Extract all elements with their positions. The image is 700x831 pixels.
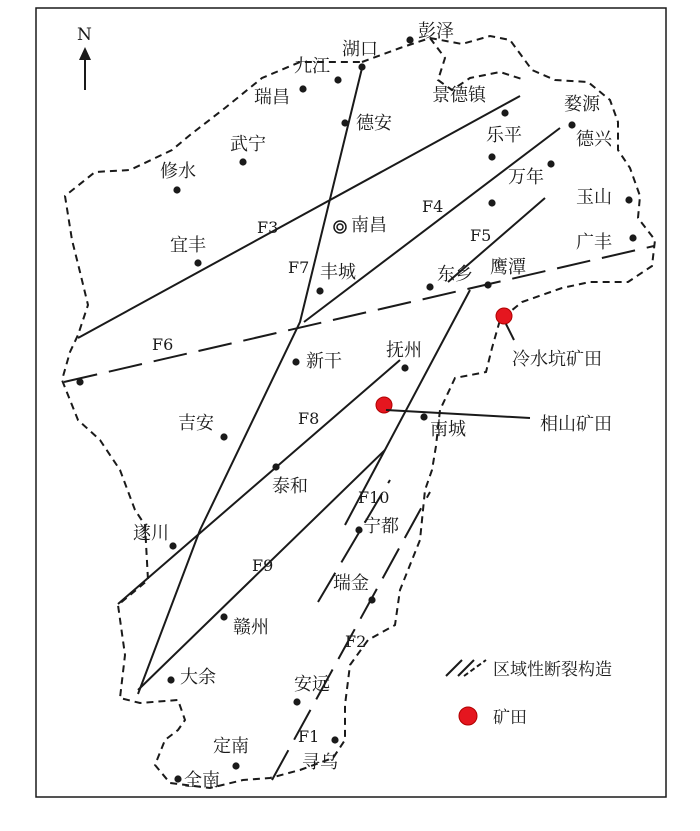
city-label-guangfeng: 广丰 (576, 232, 612, 253)
city-dot-xunwu (331, 736, 338, 743)
lake-inlet (430, 38, 525, 90)
legend (446, 660, 612, 728)
city-dot-wuning (239, 158, 246, 165)
city-dot-ganzhou (220, 613, 227, 620)
city-label-wannian: 万年 (508, 167, 544, 188)
city-label-leping: 乐平 (486, 125, 522, 146)
city-label-anyuan: 安远 (294, 674, 330, 695)
fault-label-f9: F9 (252, 556, 274, 575)
fault-label-f10: F10 (358, 488, 390, 507)
city-dot-suichuan (169, 542, 176, 549)
city-label-ruijin: 瑞金 (333, 573, 369, 594)
legend-ore-symbol (459, 707, 477, 725)
city-label-suichuan: 遂川 (133, 523, 169, 544)
city-dot-jian (220, 433, 227, 440)
fault-label-f1: F1 (298, 727, 320, 746)
legend-fault-symbol (446, 660, 486, 676)
city-label-nancheng: 南城 (430, 419, 466, 440)
fault-label-f6: F6 (152, 335, 174, 354)
ore-fields (376, 308, 612, 435)
city-dot-jiujiang (334, 76, 341, 83)
city-dot-dean (341, 119, 348, 126)
city-dot-dayu (167, 676, 174, 683)
capital-ring-inner (337, 224, 343, 230)
legend-fault-label: 区域性断裂构造 (493, 660, 612, 680)
ore-field-lengshuikeng-marker (496, 308, 512, 324)
capital-ring-outer (334, 221, 346, 233)
city-label-yingtan: 鹰潭 (490, 257, 526, 278)
fault-label-f8: F8 (298, 409, 320, 428)
city-dot-wannian-county (488, 199, 495, 206)
city-label-yushan: 玉山 (576, 187, 612, 208)
fault-label-f2: F2 (345, 632, 367, 651)
city-dot-ningdu (355, 526, 362, 533)
city-label-ganzhou: 赣州 (233, 617, 269, 638)
city-label-dingnan: 定南 (213, 736, 249, 757)
fault-label-f7: F7 (288, 258, 310, 277)
city-dot-dingnan (232, 762, 239, 769)
city-label-ningdu: 宁都 (363, 516, 399, 537)
north-arrow-head (79, 47, 91, 60)
city-label-jingdezhen: 景德镇 (432, 85, 486, 106)
city-label-dongxiang: 东乡 (437, 264, 473, 285)
city-label-jiujiang: 九江 (294, 56, 330, 77)
city-label-dean: 德安 (356, 113, 392, 134)
city-label-wuning: 武宁 (230, 134, 266, 155)
city-dot-ruijin (368, 596, 375, 603)
city-dot-guangfeng (629, 234, 636, 241)
north-label: N (77, 25, 92, 45)
city-dot-west-border (76, 378, 83, 385)
city-dot-taihe (272, 463, 279, 470)
city-dot-quannan (174, 775, 181, 782)
city-dot-yushan (625, 196, 632, 203)
city-label-fengcheng: 丰城 (320, 262, 356, 283)
city-label-nanchang: 南昌 (351, 215, 387, 236)
city-label-hukou: 湖口 (342, 39, 378, 60)
north-arrow (77, 25, 92, 90)
city-dot-wannian (547, 160, 554, 167)
fault-label-f3: F3 (257, 218, 279, 237)
ore-field-lengshuikeng-label: 冷水坑矿田 (512, 349, 602, 370)
fault-f3-line (78, 96, 520, 338)
city-dot-fuzhou (401, 364, 408, 371)
city-dot-fengcheng (316, 287, 323, 294)
city-dot-jingdezhen (501, 109, 508, 116)
city-dot-nancheng (420, 413, 427, 420)
city-label-ruichang: 瑞昌 (254, 87, 290, 108)
city-label-xunwu: 寻乌 (302, 752, 338, 773)
city-label-xingan: 新干 (306, 351, 342, 372)
fault-label-f4: F4 (422, 197, 444, 216)
city-label-xiushui: 修水 (160, 161, 196, 182)
city-label-pengze: 彭泽 (418, 21, 454, 42)
city-label-fuzhou: 抚州 (386, 340, 422, 361)
city-label-taihe: 泰和 (272, 476, 308, 497)
city-label-yifeng: 宜丰 (170, 235, 206, 256)
city-label-dexing: 德兴 (576, 129, 612, 150)
city-label-jian: 吉安 (178, 413, 214, 434)
fault-label-f5: F5 (470, 226, 492, 245)
ore-field-xiangshan-leader (386, 410, 530, 418)
city-dot-ruichang (299, 85, 306, 92)
city-dot-yingtan (484, 281, 491, 288)
fault-f7-line (138, 64, 363, 694)
city-dot-dongxiang (426, 283, 433, 290)
city-label-wuyuan: 婺源 (564, 94, 600, 115)
ore-field-xiangshan-label: 相山矿田 (540, 414, 612, 435)
city-dot-leping (488, 153, 495, 160)
city-label-quannan: 全南 (184, 770, 220, 791)
legend-ore-label: 矿田 (493, 708, 527, 728)
ore-field-lengshuikeng-leader (506, 324, 514, 340)
city-dot-hukou (358, 63, 365, 70)
city-dot-yifeng (194, 259, 201, 266)
city-dot-xingan (292, 358, 299, 365)
city-dot-dexing (568, 121, 575, 128)
city-dot-pengze (406, 36, 413, 43)
city-dot-xiushui (173, 186, 180, 193)
city-label-dayu: 大余 (180, 667, 216, 688)
city-dot-anyuan (293, 698, 300, 705)
capital-symbol-nanchang (334, 221, 346, 233)
